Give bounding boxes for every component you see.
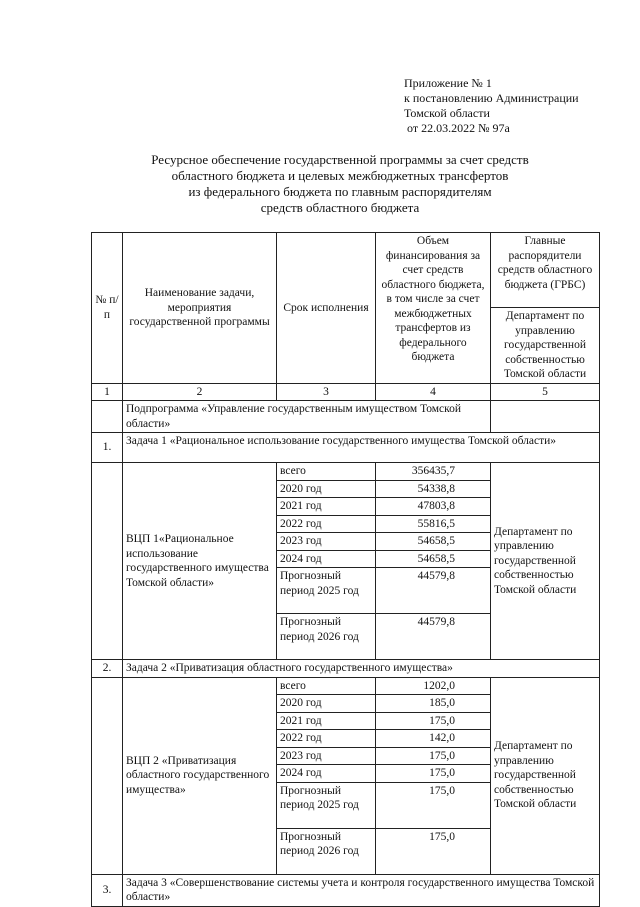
period-cell: Прогнозный период 2025 год <box>277 782 376 828</box>
value-cell: 54338,8 <box>376 480 491 498</box>
header-grbs: Главные распорядители средств областного бюджета (ГРБС) <box>491 233 600 308</box>
period-cell: 2020 год <box>277 695 376 713</box>
title-line: из федерального бюджета по главным распорядителям <box>188 184 492 199</box>
vcp1-dept: Департамент по управлению государственной собственностью Томской области <box>491 463 600 660</box>
resource-table <box>91 232 600 907</box>
index-cell: 2 <box>123 383 277 401</box>
value-cell: 185,0 <box>376 695 491 713</box>
title-line: Ресурсное обеспечение государственной программы за счет средств <box>151 152 529 167</box>
value-cell: 175,0 <box>376 828 491 874</box>
value-cell: 55816,5 <box>376 515 491 533</box>
vcp1-name: ВЦП 1«Рациональное использование государственного имущества Томской области» <box>123 463 277 660</box>
empty-cell <box>92 677 123 874</box>
value-cell: 44579,8 <box>376 568 491 614</box>
vcp2-name: ВЦП 2 «Приватизация областного государственного имущества» <box>123 677 277 874</box>
task-number: 1. <box>92 433 123 463</box>
task-number: 3. <box>92 874 123 906</box>
period-cell: 2023 год <box>277 747 376 765</box>
index-cell: 4 <box>376 383 491 401</box>
title-line: областного бюджета и целевых межбюджетных трансфертов <box>171 168 509 183</box>
vcp2-dept: Департамент по управлению государственной собственностью Томской области <box>491 677 600 874</box>
empty-cell <box>92 401 123 433</box>
header-term: Срок исполнения <box>277 233 376 384</box>
header-amount: Объем финансирования за счет средств областного бюджета, в том числе за счет межбюджетных трансфертов из федерального бюджета <box>376 233 491 384</box>
appendix-line: от 22.03.2022 № 97а <box>404 121 510 135</box>
period-cell: 2024 год <box>277 550 376 568</box>
period-cell: 2022 год <box>277 730 376 748</box>
appendix-line: Томской области <box>404 106 490 120</box>
period-cell: Прогнозный период 2025 год <box>277 568 376 614</box>
index-cell: 3 <box>277 383 376 401</box>
period-cell: всего <box>277 463 376 481</box>
value-cell: 142,0 <box>376 730 491 748</box>
period-cell: 2024 год <box>277 765 376 783</box>
task-title: Задача 3 «Совершенствование системы учета и контроля государственного имущества Томской области» <box>123 874 600 906</box>
document-title <box>90 152 590 216</box>
period-cell: Прогнозный период 2026 год <box>277 828 376 874</box>
index-cell: 1 <box>92 383 123 401</box>
value-cell: 175,0 <box>376 712 491 730</box>
value-cell: 47803,8 <box>376 498 491 516</box>
task-title: Задача 1 «Рациональное использование государственного имущества Томской области» <box>123 433 600 463</box>
header-grbs-dept: Департамент по управлению государственной собственностью Томской области <box>491 308 600 384</box>
period-cell: Прогнозный период 2026 год <box>277 614 376 660</box>
header-num: № п/п <box>92 233 123 384</box>
value-cell: 44579,8 <box>376 614 491 660</box>
value-cell: 175,0 <box>376 765 491 783</box>
value-cell: 54658,5 <box>376 550 491 568</box>
task-title: Задача 2 «Приватизация областного государственного имущества» <box>123 660 600 678</box>
period-cell: 2023 год <box>277 533 376 551</box>
appendix-line: к постановлению Администрации <box>404 91 579 105</box>
period-cell: 2022 год <box>277 515 376 533</box>
title-line: средств областного бюджета <box>260 200 420 215</box>
value-cell: 356435,7 <box>376 463 491 481</box>
period-cell: 2020 год <box>277 480 376 498</box>
value-cell: 175,0 <box>376 747 491 765</box>
appendix-line: Приложение № 1 <box>404 76 492 90</box>
subprogram-title: Подпрограмма «Управление государственным имуществом Томской области» <box>123 401 491 433</box>
header-name: Наименование задачи, мероприятия государственной программы <box>123 233 277 384</box>
period-cell: 2021 год <box>277 712 376 730</box>
appendix-block <box>404 76 579 136</box>
empty-cell <box>491 401 600 433</box>
period-cell: 2021 год <box>277 498 376 516</box>
index-cell: 5 <box>491 383 600 401</box>
value-cell: 1202,0 <box>376 677 491 695</box>
value-cell: 54658,5 <box>376 533 491 551</box>
value-cell: 175,0 <box>376 782 491 828</box>
empty-cell <box>92 463 123 660</box>
period-cell: всего <box>277 677 376 695</box>
task-number: 2. <box>92 660 123 678</box>
